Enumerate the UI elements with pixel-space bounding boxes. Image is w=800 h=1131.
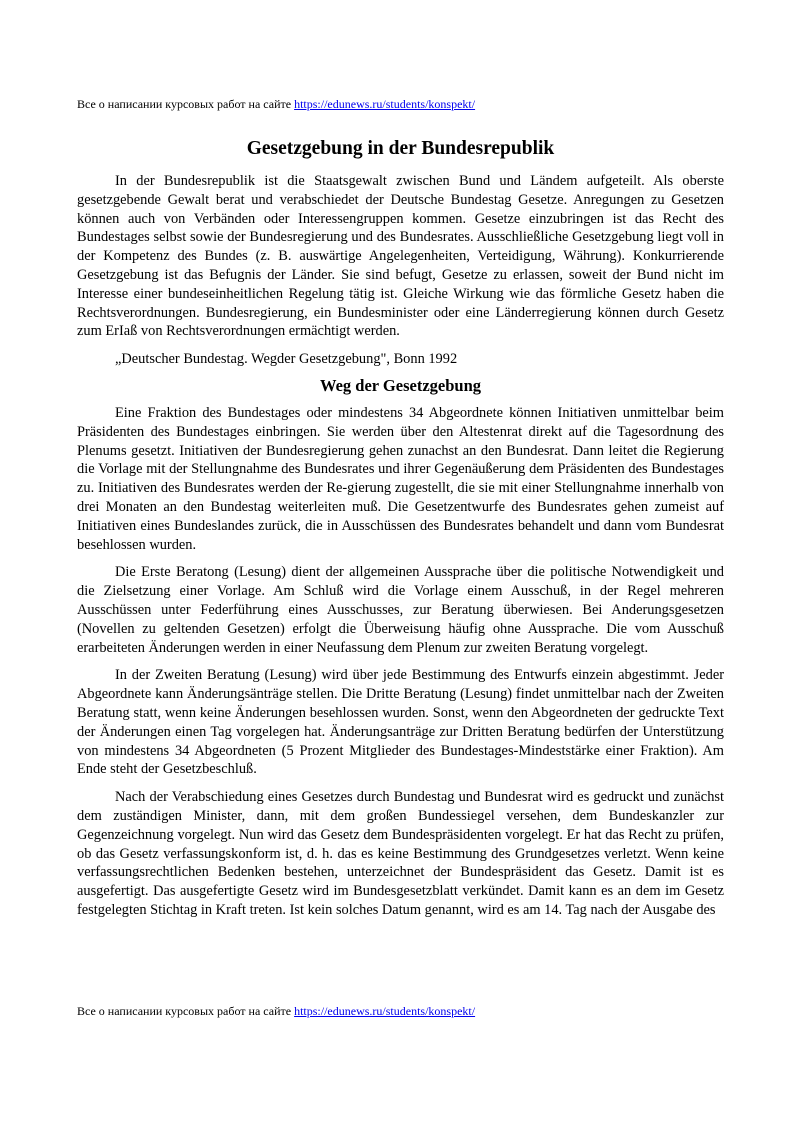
header-text: Все о написании курсовых работ на сайте	[77, 97, 295, 111]
header-link[interactable]: https://edunews.ru/students/konspekt/	[294, 97, 476, 111]
footer-text: Все о написании курсовых работ на сайте	[77, 1004, 295, 1018]
footer-link[interactable]: https://edunews.ru/students/konspekt/	[294, 1004, 476, 1018]
paragraph-promulgation: Nach der Verabschiedung eines Gesetzes durch Bundestag und Bundesrat wird es gedruckt und zunächst dem zuständigen Minister, dann, mit dem großen Bundessiegel versehen, dem Bundeskanzler zur Gegenzeichnung vorgelegt. Nun wird das Gesetz dem Bundespräsidenten vorgelegt. Er hat das Recht zu prüfen, ob das Gesetz verfassungskonform ist, d. h. das es keine Bestimmung des Grundgesetzes verletzt. Wenn keine verfassungsrechtlichen Bedenken bestehen, unterzeichnet der Bundespräsident das Gesetz. Damit ist es ausgefertigt. Das ausgefertigte Gesetz wird im Bundesgesetzblatt verkündet. Damit kann es an dem im Gesetz festgelegten Stichtag in Kraft treten. Ist kein solches Datum genannt, wird es am 14. Tag nach der Ausgabe des	[77, 789, 724, 918]
section-title: Weg der Gesetzgebung	[319, 375, 481, 395]
intro-paragraph: In der Bundesrepublik ist die Staatsgewalt zwischen Bund und Ländem aufgeteilt. Als oberste gesetzgebende Gewalt berat und verabschiedet der Deutsche Bundestag Gesetze. Anregungen zu Gesetzen können auch von Verbänden oder Interessengruppen kommen. Gesetze einzubringen ist das Recht des Bundestages selbst sowie der Bundesregierung und des Bundesrates. Ausschließliche Gesetzgebung liegt voll in der Kompetenz des Bundes (z. B. auswärtige Angelegenheiten, Verteidigung, Währung). Konkurrierende Gesetzgebung ist das Befugnis der Länder. Sie sind befugt, Gesetze zu erlassen, soweit der Bund nicht im Interesse einer bundeseinheitlichen Regelung tätig ist. Gleiche Wirkung wie das förmliche Gesetz haben die Rechtsverordnungen. Bundesregierung, ein Bundesminister oder eine Länderregierung können durch Gesetz zum ErIaß von Rechtsverordnungen ermächtigt werden.	[77, 173, 724, 340]
paragraph-initiatives: Eine Fraktion des Bundestages oder mindestens 34 Abgeordnete können Initiativen unmittelbar beim Präsidenten des Bundestages einbringen. Sie werden über den Altestenrat direkt auf die Tagesordnung des Plenums gesetzt. Initiativen der Bundesregierung gehen zunachst an den Bundesrat. Dann leitet die Regierung die Vorlage mit der Stellungnahme des Bundesrates und ihrer Gegenäußerung dem Präsidenten des Bundestages zu. Initiativen des Bundesrates werden der Re-gierung zugestellt, die sie mit einer Stellungnahme innerhalb von drei Monaten an den Bundestag weiterleiten muß. Die Gesetzentwurfe des Bundesrates gehen zumeist auf Initiativen eines Bundeslandes zurück, die in Ausschüssen des Bundesrates behandelt und dann vom Bundesrat besehlossen wurden.	[77, 404, 724, 553]
paragraph-second-third-reading: In der Zweiten Beratung (Lesung) wird über jede Bestimmung des Entwurfs einzein abgestimmt. Jeder Abgeordnete kann Änderungsänträge stellen. Die Dritte Beratung (Lesung) findet unmittelbar nach der Zweiten Beratung statt, wenn keine Änderungen besehlossen wurden. Sonst, wenn den Abgeordneten der gedruckte Text der Änderungen einen Tag vorgelegen hat. Änderungsanträge zur Dritten Beratung bedürfen der Unterstützung von mindestens 34 Abgeordneten (5 Prozent Mitglieder des Bundestages-Mindeststärke einer Fraktion). Am Ende steht der Gesetzbeschluß.	[77, 667, 724, 778]
page-header	[77, 96, 475, 112]
document-title: Gesetzgebung in der Bundesrepublik	[246, 138, 555, 159]
source-citation: „Deutscher Bundestag. Wegder Gesetzgebung", Bonn 1992	[115, 351, 458, 368]
paragraph-first-reading: Die Erste Beratong (Lesung) dient der allgemeinen Aussprache über die politische Notwendigkeit und die Zielsetzung einer Vorlage. Am Schluß wird die Vorlage einem Ausschuß, in der Regel mehreren Ausschüssen unter Federführung eines Ausschusses, zur Beratung überwiesen. Bei Anderungsgesetzen (Novellen zu geltenden Gesetzen) erfolgt die Überweisung häufig ohne Aussprache. Die vom Ausschuß erarbeiteten Änderungen werden in einer Neufassung dem Plenum zur zweiten Beratung vorgelegt.	[77, 564, 724, 656]
page-footer	[77, 1003, 475, 1019]
document-body	[77, 136, 724, 920]
document-page	[77, 0, 724, 1131]
